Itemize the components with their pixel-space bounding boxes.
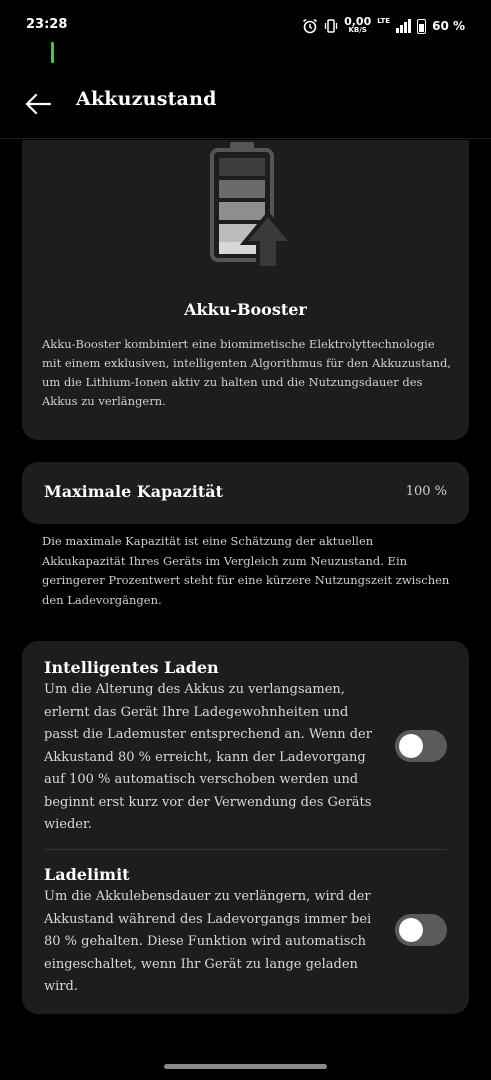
capacity-card[interactable]	[22, 462, 469, 524]
signal-icon	[396, 19, 411, 33]
page-title: Akkuzustand	[76, 88, 217, 110]
booster-card	[22, 140, 469, 440]
net-speed-unit: KB/S	[348, 26, 367, 34]
status-bar	[0, 0, 491, 60]
charge-limit-item[interactable]	[44, 864, 374, 999]
toggle-knob	[399, 734, 423, 758]
app-bar-divider	[0, 138, 491, 139]
charge-limit-title: Ladelimit	[44, 865, 130, 884]
status-time: 23:28	[26, 17, 68, 32]
status-indicator	[51, 42, 54, 63]
app-bar	[0, 70, 491, 138]
home-indicator[interactable]	[164, 1064, 327, 1069]
capacity-label: Maximale Kapazität	[44, 482, 223, 501]
net-speed-value: 0,00	[344, 15, 372, 28]
battery-percent: 60 %	[432, 19, 465, 33]
charge-limit-toggle[interactable]	[395, 914, 447, 946]
options-divider	[44, 849, 447, 850]
smart-charging-item[interactable]	[44, 657, 374, 837]
capacity-description: Die maximale Kapazität ist eine Schätzung der aktuellen Akkukapazität Ihres Geräts im Vergleich zum Neuzustand. Ein geringerer Prozentwert steht für eine kürzere Nutzungszeit zwischen den Ladevorgängen.	[42, 534, 450, 607]
vibrate-icon	[324, 18, 338, 34]
smart-charging-title: Intelligentes Laden	[44, 658, 219, 677]
smart-charging-toggle[interactable]	[395, 730, 447, 762]
toggle-knob	[399, 918, 423, 942]
network-type: LTE	[377, 17, 391, 25]
charge-limit-description: Um die Akkulebensdauer zu verlängern, wird der Akkustand während des Ladevorgangs immer bei 80 % gehalten. Diese Funktion wird automatisch eingeschaltet, wenn Ihr Gerät zu lange geladen wird.	[44, 889, 372, 994]
net-speed	[344, 17, 371, 35]
booster-title: Akku-Booster	[184, 300, 307, 319]
charging-options-card	[22, 641, 469, 1014]
status-icons	[302, 15, 465, 37]
booster-description: Akku-Booster kombiniert eine biomimetische Elektrolyttechnologie mit einem exklusiven, intelligenten Algorithmus für den Akkuzustand, um die Lithium-Ionen aktiv zu halten und die Nutzungsdauer des Akkus zu verlängern.	[42, 337, 451, 408]
battery-icon	[417, 19, 426, 34]
battery-upgrade-icon	[202, 142, 302, 272]
alarm-icon	[302, 18, 318, 34]
smart-charging-description: Um die Alterung des Akkus zu verlangsamen, erlernt das Gerät Ihre Ladegewohnheiten und passt die Lademuster entsprechend an. Wenn der Akkustand 80 % erreicht, kann der Ladevorgang auf 100 % automatisch verschoben werden und beginnt erst kurz vor der Verwendung des Geräts wieder.	[44, 682, 372, 832]
capacity-value: 100 %	[405, 484, 447, 499]
back-button[interactable]	[22, 88, 54, 120]
arrow-left-icon	[22, 88, 54, 120]
